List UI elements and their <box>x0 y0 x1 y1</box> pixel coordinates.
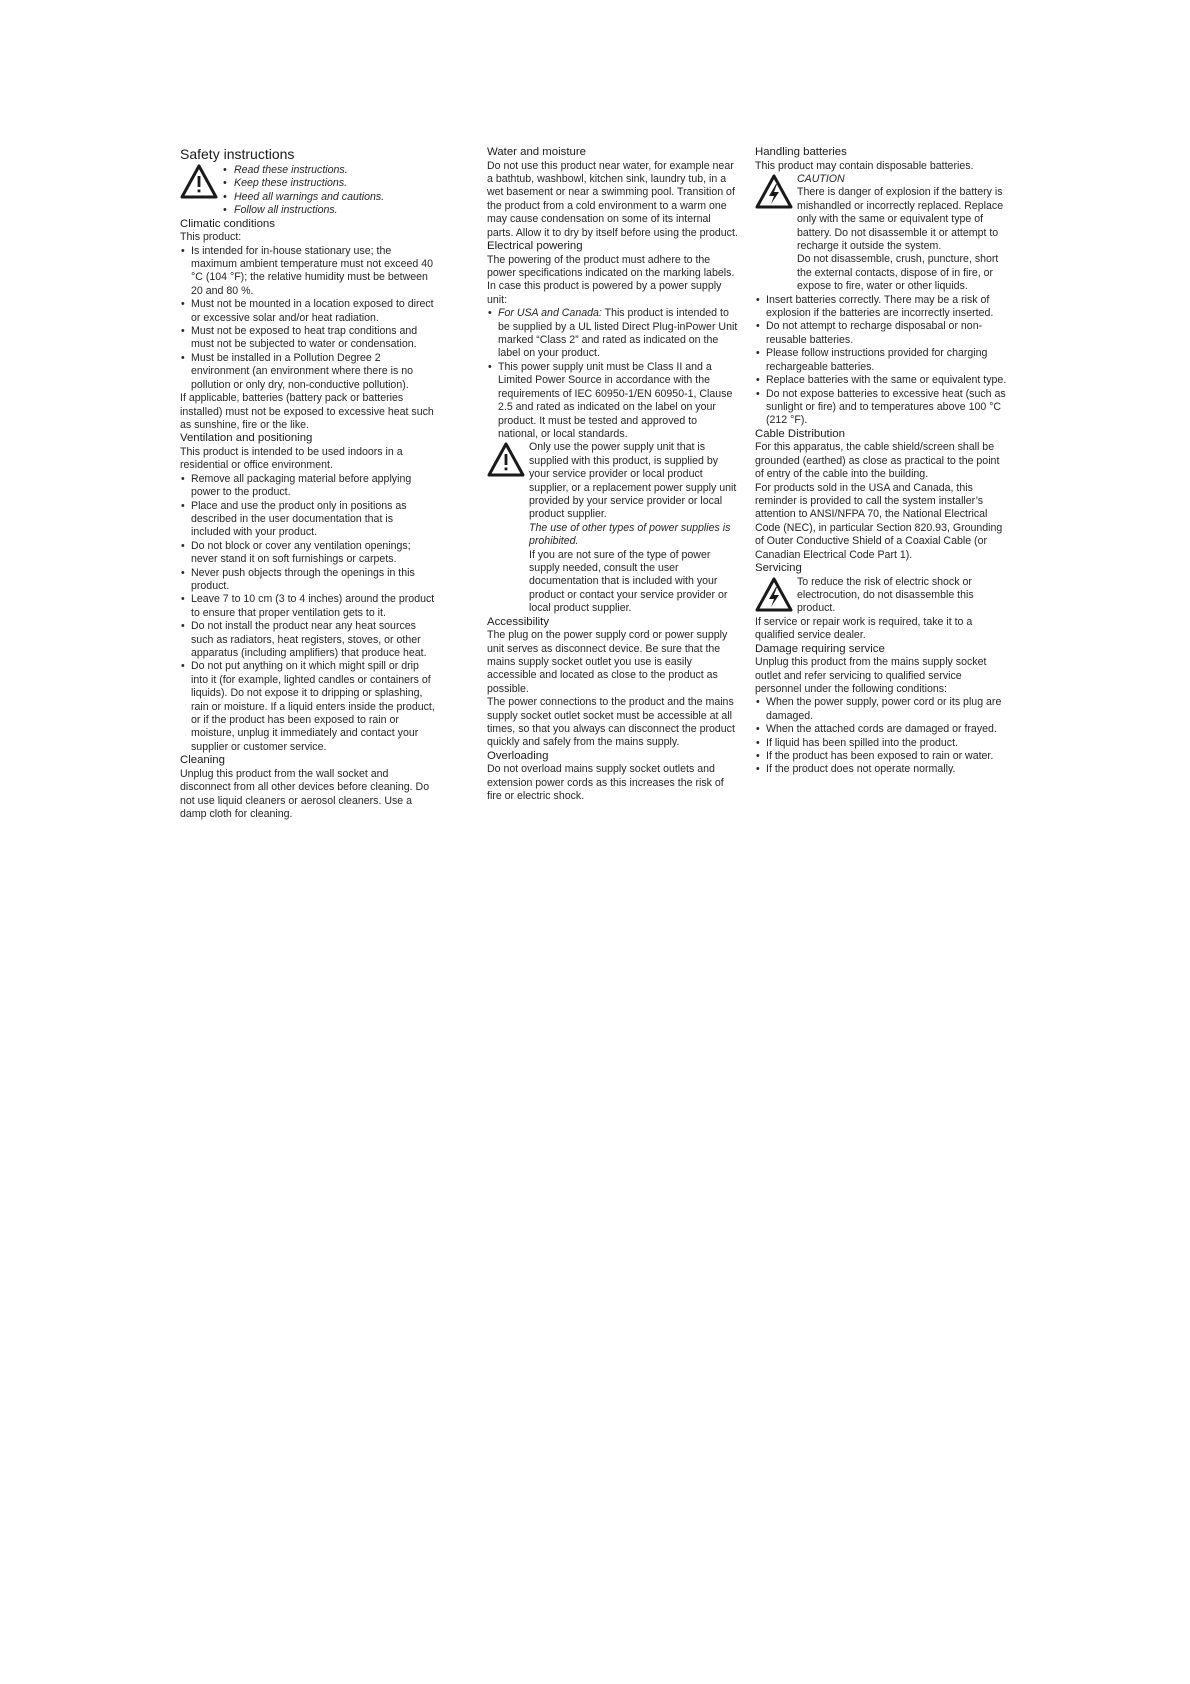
accessibility-heading: Accessibility <box>487 615 550 628</box>
prohibited-text: The use of other types of power supplies is prohibited. <box>529 521 731 548</box>
damage-list <box>755 696 1007 776</box>
safety-item: • Follow all instructions. <box>222 204 435 217</box>
list-item: • When the attached cords are damaged or frayed. <box>755 723 1007 736</box>
list-item: • When the power supply, power cord or its plug are damaged. <box>755 696 1007 723</box>
list-item: • Leave 7 to 10 cm (3 to 4 inches) around the product to ensure that proper ventilation gets to it. <box>180 593 435 620</box>
climatic-intro: This product: <box>180 231 242 244</box>
column-right <box>755 146 1007 777</box>
ventilation-intro: This product is intended to be used indoors in a residential or office environment. <box>180 445 403 472</box>
safety-warning-block <box>180 163 435 218</box>
caution-label: CAUTION <box>797 173 845 185</box>
electric-hazard-icon <box>755 173 797 211</box>
warning-triangle-icon <box>180 163 222 201</box>
safety-item: • Read these instructions. <box>222 164 435 177</box>
safety-list <box>222 164 435 218</box>
electrical-heading: Electrical powering <box>487 240 583 253</box>
water-text: Do not use this product near water, for example near a bathtub, washbowl, kitchen sink, laundry tub, in a wet basement or near a swimming pool. Transition of the product from a cold environment to a warm one may cause condensation on some of its internal parts. Allow it to dry by itself before using the product. <box>487 159 738 239</box>
damage-heading: Damage requiring service <box>755 642 885 655</box>
batteries-intro: This product may contain disposable batteries. <box>755 159 974 172</box>
unsure-text: If you are not sure of the type of power supply needed, consult the user documentation that is included with your product or contact your service provider or local product supplier. <box>529 548 728 615</box>
list-item: • Must not be mounted in a location exposed to direct or excessive solar and/or heat radiation. <box>180 298 435 325</box>
cable-heading: Cable Distribution <box>755 427 845 440</box>
servicing-warning-block <box>755 576 1007 616</box>
safety-item: • Keep these instructions. <box>222 177 435 190</box>
list-item: • Remove all packaging material before applying power to the product. <box>180 473 435 500</box>
cleaning-text: Unplug this product from the wall socket and disconnect from all other devices before cleaning. Do not use liquid cleaners or aerosol cleaners. Use a damp cloth for cleaning. <box>180 767 430 821</box>
electrical-text: In case this product is powered by a power supply unit: <box>487 280 722 306</box>
battery-list <box>755 294 1007 428</box>
list-item: • Do not attempt to recharge disposabal or non-reusable batteries. <box>755 320 1007 347</box>
list-item: • If the product has been exposed to rain or water. <box>755 750 1007 763</box>
caution-block <box>755 173 1007 294</box>
column-middle <box>487 146 739 804</box>
electric-hazard-icon <box>755 576 797 614</box>
power-warning-text: Only use the power supply unit that is supplied with this product, is supplied by your service provider or local product supplier, or a replacement power supply unit provided by your service provider or local product supplier. <box>529 441 737 521</box>
page-title: Safety instructions <box>180 146 295 162</box>
list-item: • Must be installed in a Pollution Degree 2 environment (an environment where there is no pollution or only dry, non-conductive pollution). <box>180 352 435 392</box>
power-list <box>487 307 739 441</box>
list-item: • Do not block or cover any ventilation openings; never stand it on soft furnishings or carpets. <box>180 540 435 567</box>
safety-item: • Heed all warnings and cautions. <box>222 191 435 204</box>
water-heading: Water and moisture <box>487 146 586 158</box>
list-item: • Insert batteries correctly. There may be a risk of explosion if the batteries are incorrectly inserted. <box>755 294 1007 321</box>
climatic-after: If applicable, batteries (battery pack or batteries installed) must not be exposed to excessive heat such as sunshine, fire or the like. <box>180 392 434 431</box>
cable-text: For products sold in the USA and Canada, this reminder is provided to call the system installer’s attention to ANSI/NFPA 70, the National Electrical Code (NEC), in particular Section 820.93, Grounding of Outer Conductive Shield of a Coaxial Cable (or Canadian Electrical Code Part 1). <box>755 481 1003 561</box>
usa-text: This product is intended to be supplied by a UL listed Direct Plug-inPower Unit marked “Class 2” and rated as indicated on the label on your product. <box>498 307 738 360</box>
climatic-heading: Climatic conditions <box>180 217 275 230</box>
list-item: • Do not install the product near any heat sources such as radiators, heat registers, stoves, or other apparatus (including amplifiers) that produce heat. <box>180 620 435 660</box>
accessibility-text: The power connections to the product and the mains supply socket outlet socket must be accessible at all times, so that you always can disconnect the product quickly and safely from the mains supply. <box>487 696 735 749</box>
servicing-warning-text: To reduce the risk of electric shock or electrocution, do not disassemble this product. <box>797 575 974 615</box>
list-item: • This power supply unit must be Class II and a Limited Power Source in accordance with the requirements of IEC 60950-1/EN 60950-1, Clause 2.5 and rated as indicated on the label on your product. It must be tested and approved to national, or local standards. <box>487 361 739 441</box>
list-item: • Place and use the product only in positions as described in the user documentation that is included with your product. <box>180 500 435 540</box>
list-item: • If the product does not operate normally. <box>755 763 1007 776</box>
list-item: • Must not be exposed to heat trap conditions and must not be subjected to water or condensation. <box>180 325 435 352</box>
list-item <box>487 307 739 361</box>
list-item: • Please follow instructions provided for charging rechargeable batteries. <box>755 347 1007 374</box>
list-item: • Do not put anything on it which might spill or drip into it (for example, lighted candles or containers of liquids). Do not expose it to dripping or splashing, rain or moisture. If a liquid enters inside the product, or if the product has been exposed to rain or moisture, unplug it immediately and contact your supplier or customer service. <box>180 660 435 754</box>
caution-text: Do not disassemble, crush, puncture, short the external contacts, dispose of in fire, or expose to fire, water or other liquids. <box>797 253 999 293</box>
caution-text: There is danger of explosion if the battery is mishandled or incorrectly replaced. Replace only with the same or equivalent type of battery. Do not disassemble it or attempt to recharge it outside the system. <box>797 186 1004 253</box>
damage-intro: Unplug this product from the mains supply socket outlet and refer servicing to qualified service personnel under the following conditions: <box>755 656 987 695</box>
overloading-heading: Overloading <box>487 749 549 762</box>
electrical-text: The powering of the product must adhere to the power specifications indicated on the marking labels. <box>487 253 735 280</box>
power-warning-block <box>487 441 739 615</box>
servicing-text: If service or repair work is required, take it to a qualified service dealer. <box>755 615 973 642</box>
warning-triangle-icon <box>487 441 529 479</box>
column-left <box>180 146 435 821</box>
ventilation-heading: Ventilation and positioning <box>180 432 313 445</box>
climatic-list <box>180 245 435 392</box>
list-item: • If liquid has been spilled into the product. <box>755 737 1007 750</box>
list-item: • Replace batteries with the same or equivalent type. <box>755 374 1007 387</box>
cable-text: For this apparatus, the cable shield/screen shall be grounded (earthed) as close as practical to the point of entry of the cable into the building. <box>755 441 1000 481</box>
cleaning-heading: Cleaning <box>180 754 225 767</box>
accessibility-text: The plug on the power supply cord or power supply unit serves as disconnect device. Be sure that the mains supply socket outlet you use is easily accessible and located as close to the product as possible. <box>487 629 728 695</box>
servicing-heading: Servicing <box>755 561 802 574</box>
list-item: • Do not expose batteries to excessive heat (such as sunlight or fire) and to temperatures above 100 °C (212 °F). <box>755 388 1007 428</box>
list-item: • Is intended for in-house stationary use; the maximum ambient temperature must not exceed 40 °C (104 °F); the relative humidity must be between 20 and 80 %. <box>180 245 435 299</box>
overloading-text: Do not overload mains supply socket outlets and extension power cords as this increases the risk of fire or electric shock. <box>487 763 724 803</box>
ventilation-list <box>180 473 435 755</box>
list-item: • Never push objects through the openings in this product. <box>180 567 435 594</box>
batteries-heading: Handling batteries <box>755 146 847 158</box>
usa-label: For USA and Canada: <box>498 307 602 320</box>
